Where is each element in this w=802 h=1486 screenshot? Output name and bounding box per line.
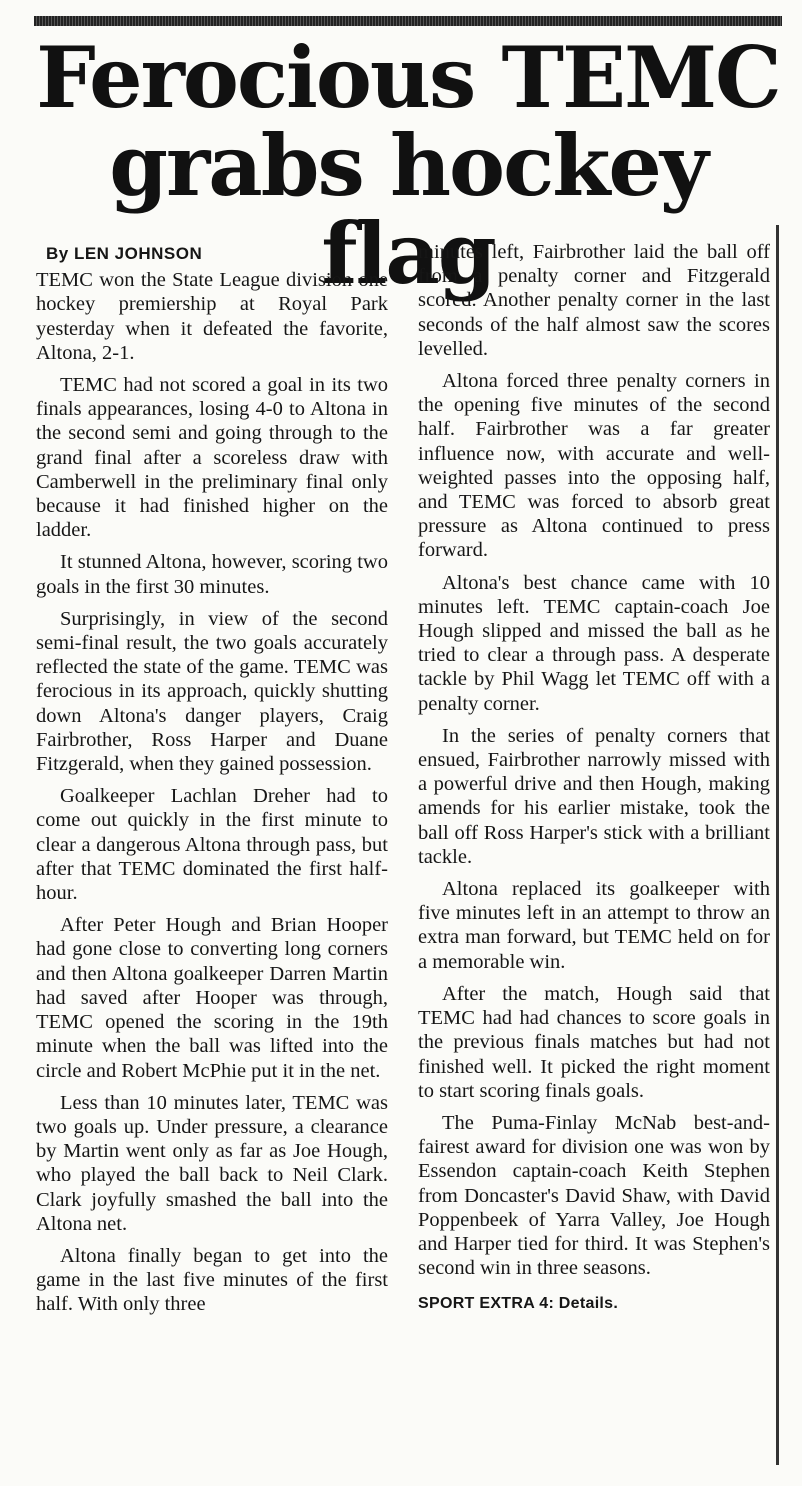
- headline-line-2: grabs hockey flag: [109, 116, 707, 303]
- paragraph: Altona finally began to get into the game in the last five minutes of the first half. With only three: [36, 1244, 388, 1316]
- paragraph: Altona forced three penalty corners in the opening five minutes of the second half. Fairbrother was a far greater influence now, with accurate and well-weighted passes into the opposing half, and TEMC was forced to absorb great pressure as Altona continued to press forward.: [418, 370, 770, 562]
- footer-credit: SPORT EXTRA 4: Details.: [418, 1295, 619, 1313]
- article-column-left: [36, 238, 388, 1325]
- paragraph: Less than 10 minutes later, TEMC was two goals up. Under pressure, a clearance by Martin went only as far as Joe Hough, who played the ball back to Neil Clark. Clark joyfully smashed the ball into the Altona net.: [36, 1091, 388, 1235]
- paragraph: In the series of penalty corners that ensued, Fairbrother narrowly missed with a powerful drive and then Hough, making amends for his earlier mistake, took the ball off Ross Harper's stick with a brilliant tackle.: [418, 724, 770, 868]
- paragraph: Altona replaced its goalkeeper with five minutes left in an attempt to throw an extra man forward, but TEMC held on for a memorable win.: [418, 878, 770, 973]
- paragraph: Altona's best chance came with 10 minutes left. TEMC captain-coach Joe Hough slipped and missed the ball as he tried to clear a through pass. A desperate tackle by Phil Wagg let TEMC off with a penalty corner.: [418, 571, 770, 715]
- paragraph: Surprisingly, in view of the second semi-final result, the two goals accurately reflected the state of the game. TEMC was ferocious in its approach, quickly shutting down Altona's danger players, Craig Fairbrother, Ross Harper and Duane Fitzgerald, when they gained possession.: [36, 607, 388, 776]
- article-column-right: [418, 240, 770, 1317]
- paragraph: After the match, Hough said that TEMC had had chances to score goals in the previous finals matches but had not finished well. It picked the right moment to start scoring finals goals.: [418, 982, 770, 1102]
- headline-line-1: Ferocious TEMC: [36, 28, 780, 127]
- top-rule: [34, 16, 782, 26]
- column-rule: [776, 225, 779, 1465]
- paragraph: TEMC had not scored a goal in its two finals appearances, losing 4-0 to Altona in the second semi and going through to the grand final after a scoreless draw with Camberwell in the preliminary final only because it had finished higher on the ladder.: [36, 374, 388, 542]
- paragraph: TEMC won the State League division one hockey premiership at Royal Park yesterday when it defeated the favorite, Altona, 2-1.: [36, 269, 388, 364]
- paragraph: minutes left, Fairbrother laid the ball off from a penalty corner and Fitzgerald scored. Another penalty corner in the last seconds of the half almost saw the scores levelled.: [418, 241, 770, 360]
- paragraph: The Puma-Finlay McNab best-and-fairest award for division one was won by Essendon captain-coach Keith Stephen from Doncaster's David Shaw, with David Poppenbeek of Yarra Valley, Joe Hough and Harper tied for third. It was Stephen's second win in three seasons.: [418, 1111, 770, 1280]
- paragraph: It stunned Altona, however, scoring two goals in the first 30 minutes.: [36, 551, 388, 598]
- paragraph: Goalkeeper Lachlan Dreher had to come out quickly in the first minute to clear a dangerous Altona through pass, but after that TEMC dominated the first half-hour.: [36, 785, 388, 905]
- byline: By LEN JOHNSON: [46, 244, 203, 263]
- paragraph: After Peter Hough and Brian Hooper had gone close to converting long corners and then Altona goalkeeper Darren Martin had saved after Hooper was through, TEMC opened the scoring in the 19th minute when the ball was lifted into the circle and Robert McPhie put it in the net.: [36, 914, 388, 1082]
